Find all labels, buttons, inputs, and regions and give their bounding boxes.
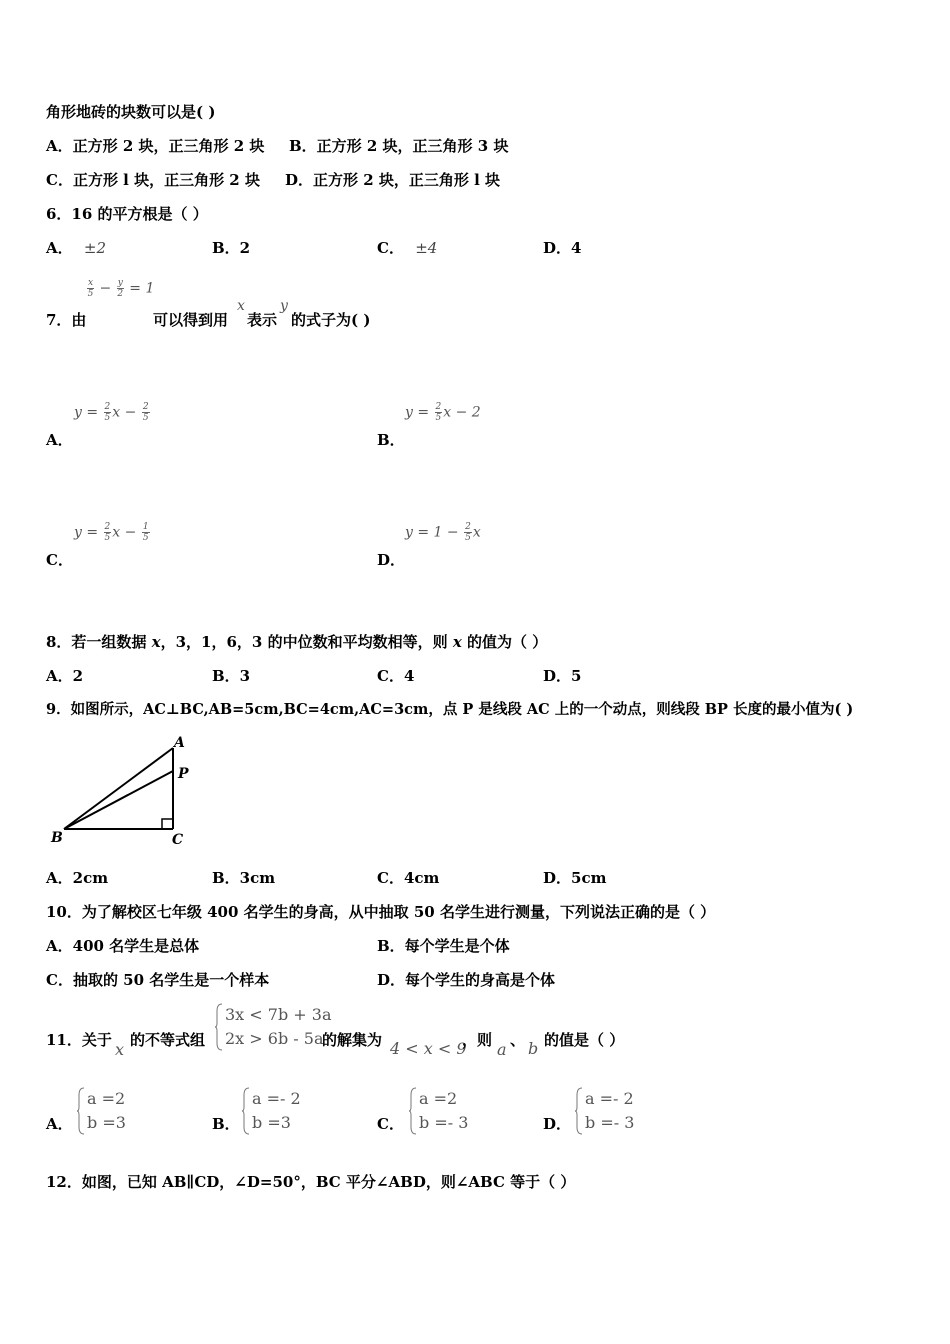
q7-var-y: y (280, 298, 288, 314)
q6-option-a[interactable] (46, 238, 106, 258)
q7-eq-x: x (88, 278, 94, 288)
q9-label-p: P (178, 766, 189, 782)
q11-b-r1: a =- 2 (252, 1089, 301, 1108)
q11-var-b: b (528, 1039, 539, 1058)
q7-c-d2: 5 (142, 533, 149, 543)
q11-row2: 2x > 6b - 5a (225, 1029, 324, 1048)
q7-a-n1: 2 (104, 402, 111, 412)
q7-option-b[interactable]: B． (377, 431, 405, 449)
q7-a-mid: x − (112, 404, 137, 421)
q7-suffix: 的式子为( ) (291, 311, 371, 329)
q6-stem: 6．16 的平方根是（ ） (46, 205, 208, 223)
q11-a-r2: b =3 (87, 1113, 126, 1132)
q5-option-c[interactable]: C．正方形 l 块，正三角形 2 块 (46, 171, 260, 189)
q7-a-lhs: y = (74, 404, 99, 421)
q9-triangle-figure (46, 730, 206, 852)
q8-option-a[interactable]: A．2 (46, 667, 84, 685)
q11-d-r2: b =- 3 (585, 1113, 635, 1132)
q7-c-n2: 1 (142, 522, 149, 532)
q11-var-a: a (497, 1040, 507, 1059)
q11-inequality-system (215, 1003, 332, 1051)
q7-a-d1: 5 (104, 413, 111, 423)
q8-option-d[interactable]: D．5 (543, 667, 582, 685)
q8-option-c[interactable]: C．4 (377, 667, 415, 685)
q11-option-b-brace (242, 1087, 250, 1135)
q5-option-a[interactable]: A．正方形 2 块，正三角形 2 块 (46, 137, 265, 155)
q9-option-d[interactable]: D．5cm (543, 869, 607, 887)
q7-var-x: x (237, 298, 245, 314)
q7-option-a-math (74, 402, 151, 423)
q11-text1: 的不等式组 (130, 1031, 206, 1049)
q11-d-r1: a =- 2 (585, 1089, 634, 1108)
q7-c-n1: 2 (104, 522, 111, 532)
q11-text3: ，则 (462, 1031, 493, 1049)
q11-option-c-brace (409, 1087, 417, 1135)
q11-option-d-brace (575, 1087, 583, 1135)
q7-b-mid: x − 2 (443, 404, 481, 421)
q11-text4: 的值是（ ） (544, 1031, 625, 1049)
q11-a-r1: a =2 (87, 1089, 126, 1108)
q7-c-mid: x − (112, 524, 137, 541)
q11-option-d-system (575, 1087, 655, 1135)
q7-b-lhs: y = (405, 404, 430, 421)
q7-d-d1: 5 (465, 533, 471, 543)
q7-middle2: 表示 (247, 311, 278, 329)
q9-option-a[interactable]: A．2cm (46, 869, 109, 887)
q7-a-n2: 2 (142, 402, 149, 412)
q6-option-d[interactable]: D．4 (543, 239, 582, 257)
q7-eq-2: 2 (117, 289, 124, 299)
q7-d-lhs: y = 1 − (405, 524, 459, 541)
q11-row1: 3x < 7b + 3a (225, 1005, 332, 1024)
q12-stem: 12．如图，已知 AB∥CD，∠D=50°，BC 平分∠ABD，则∠ABC 等于（ ） (46, 1173, 576, 1191)
q6-option-c-math: ±4 (415, 239, 438, 257)
q11-option-b-system (242, 1087, 322, 1135)
q7-b-d1: 5 (435, 413, 442, 423)
q7-option-b-math (405, 402, 481, 423)
q7-option-d[interactable]: D． (377, 551, 406, 569)
q7-option-a[interactable]: A． (46, 431, 73, 449)
q8-stem-x2: x (452, 633, 462, 651)
q5-option-d[interactable]: D．正方形 2 块，正三角形 l 块 (285, 171, 501, 189)
q9-label-a: A (174, 735, 185, 751)
q9-right-angle-mark (162, 819, 173, 829)
q6-option-b[interactable]: B．2 (212, 239, 251, 257)
q6-option-a-math: ±2 (83, 239, 106, 257)
q10-stem: 10．为了解校区七年级 400 名学生的身高，从中抽取 50 名学生进行测量，下列说法正确的是（ ） (46, 903, 716, 921)
q11-option-a[interactable]: A． (46, 1115, 73, 1133)
q7-eq-y: y (117, 278, 123, 288)
q8-stem-b: ，3，1，6，3 的中位数和平均数相等，则 (160, 633, 453, 651)
q11-solution: 4 < x < 9 (390, 1039, 467, 1058)
q11-b-r2: b =3 (252, 1113, 291, 1132)
q9-option-c[interactable]: C．4cm (377, 869, 440, 887)
q7-c-d1: 5 (104, 533, 111, 543)
q8-stem-c: 的值为（ ） (461, 633, 548, 651)
q7-eq-rhs: = 1 (129, 280, 155, 297)
q8-stem-a: 8．若一组数据 (46, 633, 152, 651)
q7-a-d2: 5 (142, 413, 149, 423)
q11-var-x: x (115, 1040, 125, 1059)
q11-prefix: 11．关于 (46, 1031, 112, 1049)
q11-option-c-system (409, 1087, 489, 1135)
q11-option-a-system (77, 1087, 147, 1135)
q7-c-lhs: y = (74, 524, 99, 541)
q10-option-d[interactable]: D．每个学生的身高是个体 (377, 971, 556, 989)
q11-text2: 的解集为 (322, 1031, 383, 1049)
q7-eq-5: 5 (87, 289, 94, 299)
q11-sep: 、 (510, 1031, 526, 1049)
q8-option-b[interactable]: B．3 (212, 667, 251, 685)
q7-b-n1: 2 (435, 402, 442, 412)
q9-option-b[interactable]: B．3cm (212, 869, 276, 887)
q11-brace (215, 1003, 223, 1051)
q11-option-a-brace (77, 1087, 85, 1135)
q7-equation (86, 278, 154, 299)
q8-stem-x: x (151, 633, 161, 651)
q6-option-c-label: C． (377, 239, 404, 257)
q9-segment-bp (64, 771, 173, 829)
q7-d-n1: 2 (465, 522, 471, 532)
q11-option-c[interactable]: C． (377, 1115, 404, 1133)
q11-c-r1: a =2 (419, 1089, 458, 1108)
q9-label-c: C (172, 832, 184, 848)
q11-c-r2: b =- 3 (419, 1113, 469, 1132)
q7-prefix: 7．由 (46, 311, 87, 329)
q10-option-c[interactable]: C．抽取的 50 名学生是一个样本 (46, 971, 270, 989)
q7-eq-minus: − (99, 280, 112, 297)
q7-option-c-math (74, 522, 151, 543)
q6-option-a-label: A． (46, 239, 73, 257)
q7-option-c[interactable]: C． (46, 551, 73, 569)
q7-d-mid: x (472, 524, 481, 541)
q10-option-a[interactable]: A．400 名学生是总体 (46, 937, 200, 955)
q6-option-c[interactable] (377, 238, 437, 258)
q5-stem: 角形地砖的块数可以是( ) (46, 103, 216, 121)
q11-option-b[interactable]: B． (212, 1115, 240, 1133)
q9-label-b: B (51, 830, 63, 846)
q10-option-b[interactable]: B．每个学生是个体 (377, 937, 510, 955)
q7-middle: 可以得到用 (153, 311, 229, 329)
q11-option-d[interactable]: D． (543, 1115, 572, 1133)
q9-segment-ab (64, 748, 173, 829)
q7-option-d-math (405, 522, 481, 543)
q9-stem: 9．如图所示，AC⊥BC,AB=5cm,BC=4cm,AC=3cm，点 P 是线段 AC 上的一个动点，则线段 BP 长度的最小值为( ) (46, 701, 854, 718)
q5-option-b[interactable]: B．正方形 2 块，正三角形 3 块 (289, 137, 509, 155)
q8-stem (46, 632, 547, 652)
